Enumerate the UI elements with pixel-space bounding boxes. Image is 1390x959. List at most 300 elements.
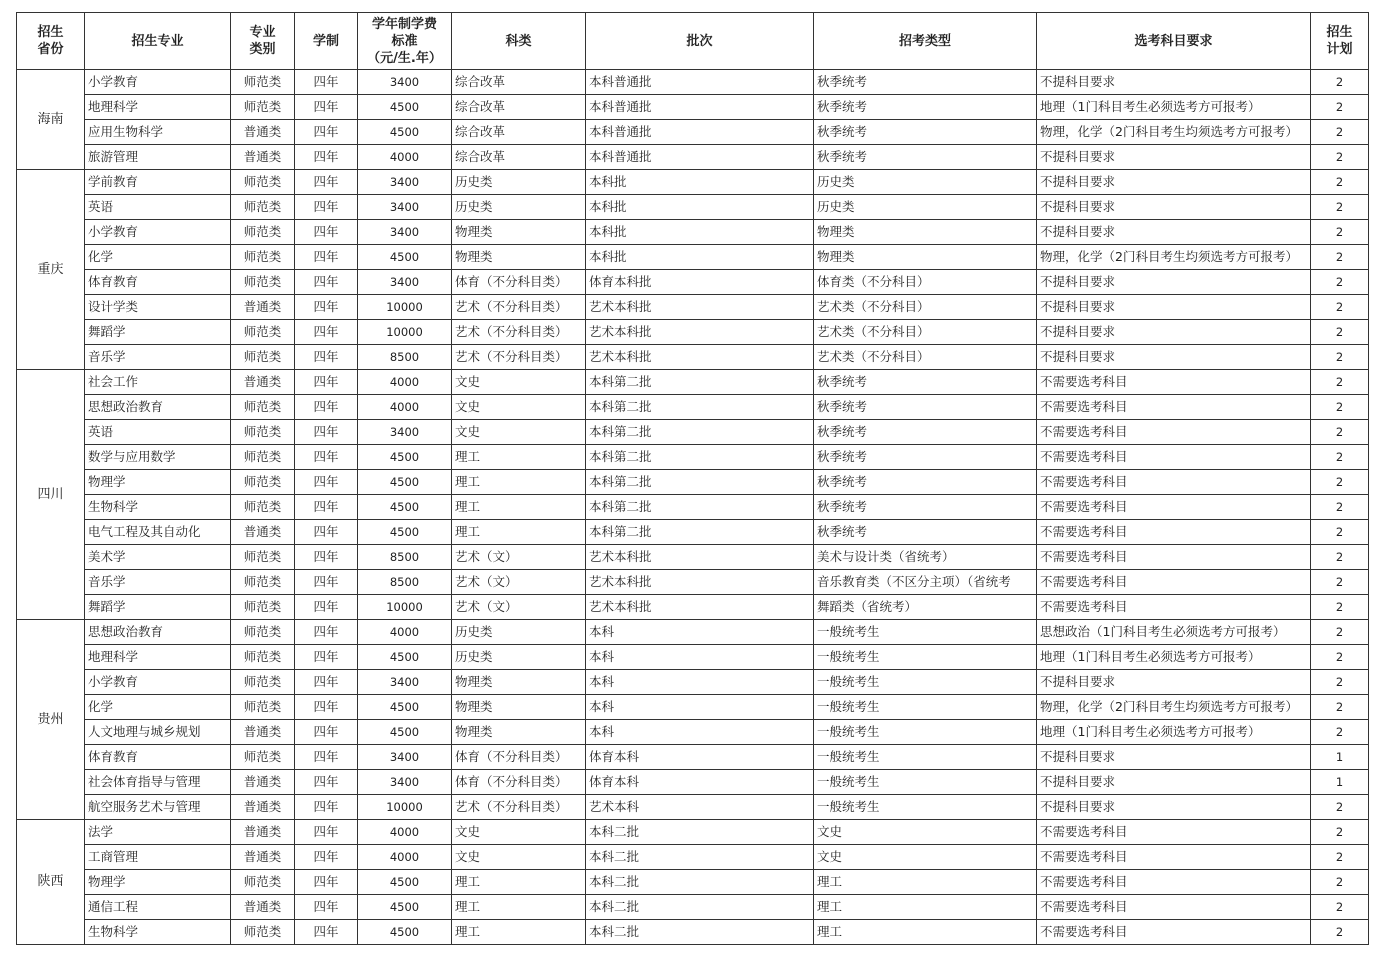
major-category-cell: 师范类	[231, 920, 295, 945]
exam-type-cell: 秋季统考	[814, 420, 1037, 445]
major-cell: 数学与应用数学	[85, 445, 231, 470]
exam-type-cell: 一般统考生	[814, 695, 1037, 720]
major-cell: 舞蹈学	[85, 320, 231, 345]
batch-cell: 本科	[586, 620, 814, 645]
table-row	[17, 370, 1369, 395]
quota-cell: 2	[1311, 520, 1369, 545]
subject-type-cell: 物理类	[452, 220, 586, 245]
province-cell: 陕西	[17, 820, 85, 945]
subject-requirement-cell: 不需要选考科目	[1037, 520, 1311, 545]
major-cell: 生物科学	[85, 495, 231, 520]
quota-cell: 2	[1311, 70, 1369, 95]
tuition-cell: 4500	[358, 245, 452, 270]
quota-cell: 2	[1311, 170, 1369, 195]
major-cell: 应用生物科学	[85, 120, 231, 145]
province-cell: 贵州	[17, 620, 85, 820]
exam-type-cell: 物理类	[814, 245, 1037, 270]
major-cell: 航空服务艺术与管理	[85, 795, 231, 820]
subject-requirement-cell: 不需要选考科目	[1037, 545, 1311, 570]
major-category-cell: 普通类	[231, 520, 295, 545]
subject-requirement-cell: 不需要选考科目	[1037, 395, 1311, 420]
quota-cell: 2	[1311, 645, 1369, 670]
tuition-cell: 4500	[358, 520, 452, 545]
tuition-cell: 4000	[358, 370, 452, 395]
tuition-cell: 10000	[358, 595, 452, 620]
duration-cell: 四年	[295, 620, 358, 645]
exam-type-cell: 舞蹈类（省统考）	[814, 595, 1037, 620]
tuition-cell: 8500	[358, 345, 452, 370]
subject-requirement-cell: 物理，化学（2门科目考生均须选考方可报考）	[1037, 120, 1311, 145]
exam-type-cell: 秋季统考	[814, 370, 1037, 395]
duration-cell: 四年	[295, 70, 358, 95]
table-row	[17, 170, 1369, 195]
major-category-cell: 师范类	[231, 870, 295, 895]
batch-cell: 本科批	[586, 220, 814, 245]
table-row	[17, 770, 1369, 795]
major-cell: 物理学	[85, 870, 231, 895]
exam-type-cell: 秋季统考	[814, 520, 1037, 545]
tuition-cell: 4000	[358, 845, 452, 870]
subject-requirement-cell: 不提科目要求	[1037, 145, 1311, 170]
tuition-cell: 3400	[358, 270, 452, 295]
exam-type-cell: 秋季统考	[814, 445, 1037, 470]
batch-cell: 艺术本科批	[586, 545, 814, 570]
table-row	[17, 70, 1369, 95]
admission-plan-table	[16, 12, 1369, 945]
subject-type-cell: 综合改革	[452, 145, 586, 170]
tuition-cell: 4500	[358, 95, 452, 120]
table-row	[17, 95, 1369, 120]
duration-cell: 四年	[295, 295, 358, 320]
batch-cell: 体育本科批	[586, 270, 814, 295]
subject-type-cell: 文史	[452, 370, 586, 395]
batch-cell: 本科二批	[586, 895, 814, 920]
major-cell: 旅游管理	[85, 145, 231, 170]
subject-type-cell: 艺术（文）	[452, 545, 586, 570]
duration-cell: 四年	[295, 795, 358, 820]
subject-requirement-cell: 不提科目要求	[1037, 770, 1311, 795]
duration-cell: 四年	[295, 570, 358, 595]
major-cell: 通信工程	[85, 895, 231, 920]
subject-type-cell: 综合改革	[452, 95, 586, 120]
exam-type-cell: 秋季统考	[814, 495, 1037, 520]
subject-type-cell: 文史	[452, 845, 586, 870]
tuition-cell: 4000	[358, 145, 452, 170]
major-category-cell: 普通类	[231, 770, 295, 795]
major-category-cell: 普通类	[231, 795, 295, 820]
major-category-cell: 普通类	[231, 295, 295, 320]
tuition-cell: 3400	[358, 670, 452, 695]
major-cell: 小学教育	[85, 70, 231, 95]
subject-type-cell: 艺术（不分科目类）	[452, 320, 586, 345]
quota-cell: 2	[1311, 620, 1369, 645]
header-major-category: 专业 类别	[231, 13, 295, 70]
batch-cell: 本科批	[586, 245, 814, 270]
major-cell: 化学	[85, 695, 231, 720]
subject-type-cell: 历史类	[452, 620, 586, 645]
table-row	[17, 420, 1369, 445]
exam-type-cell: 艺术类（不分科目）	[814, 295, 1037, 320]
tuition-cell: 3400	[358, 770, 452, 795]
subject-type-cell: 理工	[452, 445, 586, 470]
header-row	[17, 13, 1369, 70]
duration-cell: 四年	[295, 145, 358, 170]
duration-cell: 四年	[295, 195, 358, 220]
subject-requirement-cell: 不需要选考科目	[1037, 445, 1311, 470]
duration-cell: 四年	[295, 895, 358, 920]
tuition-cell: 4500	[358, 470, 452, 495]
batch-cell: 本科	[586, 645, 814, 670]
exam-type-cell: 物理类	[814, 220, 1037, 245]
subject-type-cell: 物理类	[452, 695, 586, 720]
major-category-cell: 师范类	[231, 270, 295, 295]
subject-type-cell: 理工	[452, 895, 586, 920]
subject-type-cell: 理工	[452, 870, 586, 895]
subject-requirement-cell: 地理（1门科目考生必须选考方可报考）	[1037, 645, 1311, 670]
tuition-cell: 10000	[358, 295, 452, 320]
exam-type-cell: 理工	[814, 895, 1037, 920]
major-category-cell: 师范类	[231, 445, 295, 470]
subject-requirement-cell: 不提科目要求	[1037, 745, 1311, 770]
exam-type-cell: 音乐教育类（不区分主项）（省统考	[814, 570, 1037, 595]
major-cell: 法学	[85, 820, 231, 845]
quota-cell: 2	[1311, 345, 1369, 370]
header-exam-type: 招考类型	[814, 13, 1037, 70]
province-cell: 重庆	[17, 170, 85, 370]
major-category-cell: 普通类	[231, 120, 295, 145]
table-row	[17, 145, 1369, 170]
duration-cell: 四年	[295, 920, 358, 945]
batch-cell: 本科普通批	[586, 95, 814, 120]
table-row	[17, 795, 1369, 820]
table-row	[17, 495, 1369, 520]
subject-requirement-cell: 物理，化学（2门科目考生均须选考方可报考）	[1037, 245, 1311, 270]
exam-type-cell: 文史	[814, 820, 1037, 845]
table-row	[17, 570, 1369, 595]
batch-cell: 本科批	[586, 170, 814, 195]
header-province: 招生 省份	[17, 13, 85, 70]
subject-requirement-cell: 不需要选考科目	[1037, 595, 1311, 620]
subject-type-cell: 体育（不分科目类）	[452, 745, 586, 770]
table-row	[17, 520, 1369, 545]
quota-cell: 2	[1311, 95, 1369, 120]
batch-cell: 本科二批	[586, 845, 814, 870]
major-category-cell: 普通类	[231, 895, 295, 920]
batch-cell: 本科批	[586, 195, 814, 220]
subject-requirement-cell: 不需要选考科目	[1037, 895, 1311, 920]
quota-cell: 2	[1311, 570, 1369, 595]
quota-cell: 2	[1311, 420, 1369, 445]
subject-requirement-cell: 地理（1门科目考生必须选考方可报考）	[1037, 95, 1311, 120]
quota-cell: 2	[1311, 870, 1369, 895]
major-cell: 美术学	[85, 545, 231, 570]
header-tuition: 学年制学费 标准 （元/生.年）	[358, 13, 452, 70]
tuition-cell: 8500	[358, 570, 452, 595]
quota-cell: 2	[1311, 820, 1369, 845]
quota-cell: 2	[1311, 295, 1369, 320]
duration-cell: 四年	[295, 545, 358, 570]
major-category-cell: 师范类	[231, 495, 295, 520]
table-row	[17, 445, 1369, 470]
exam-type-cell: 艺术类（不分科目）	[814, 320, 1037, 345]
table-row	[17, 895, 1369, 920]
subject-requirement-cell: 不需要选考科目	[1037, 845, 1311, 870]
tuition-cell: 4500	[358, 720, 452, 745]
quota-cell: 2	[1311, 320, 1369, 345]
table-row	[17, 320, 1369, 345]
major-category-cell: 普通类	[231, 370, 295, 395]
quota-cell: 2	[1311, 845, 1369, 870]
subject-type-cell: 艺术（不分科目类）	[452, 295, 586, 320]
major-category-cell: 师范类	[231, 695, 295, 720]
major-cell: 社会体育指导与管理	[85, 770, 231, 795]
quota-cell: 2	[1311, 370, 1369, 395]
header-batch: 批次	[586, 13, 814, 70]
major-cell: 小学教育	[85, 220, 231, 245]
batch-cell: 体育本科	[586, 770, 814, 795]
exam-type-cell: 秋季统考	[814, 120, 1037, 145]
tuition-cell: 4500	[358, 120, 452, 145]
subject-requirement-cell: 不需要选考科目	[1037, 470, 1311, 495]
quota-cell: 2	[1311, 495, 1369, 520]
subject-requirement-cell: 物理，化学（2门科目考生均须选考方可报考）	[1037, 695, 1311, 720]
exam-type-cell: 理工	[814, 870, 1037, 895]
exam-type-cell: 美术与设计类（省统考）	[814, 545, 1037, 570]
subject-type-cell: 理工	[452, 495, 586, 520]
subject-type-cell: 体育（不分科目类）	[452, 770, 586, 795]
subject-type-cell: 艺术（文）	[452, 570, 586, 595]
duration-cell: 四年	[295, 220, 358, 245]
batch-cell: 艺术本科批	[586, 345, 814, 370]
exam-type-cell: 一般统考生	[814, 720, 1037, 745]
quota-cell: 2	[1311, 195, 1369, 220]
major-category-cell: 师范类	[231, 170, 295, 195]
tuition-cell: 4000	[358, 395, 452, 420]
subject-type-cell: 历史类	[452, 645, 586, 670]
subject-requirement-cell: 不需要选考科目	[1037, 495, 1311, 520]
subject-type-cell: 艺术（文）	[452, 595, 586, 620]
duration-cell: 四年	[295, 770, 358, 795]
major-category-cell: 师范类	[231, 220, 295, 245]
tuition-cell: 10000	[358, 795, 452, 820]
subject-requirement-cell: 不需要选考科目	[1037, 820, 1311, 845]
duration-cell: 四年	[295, 470, 358, 495]
header-quota: 招生 计划	[1311, 13, 1369, 70]
major-cell: 小学教育	[85, 670, 231, 695]
exam-type-cell: 艺术类（不分科目）	[814, 345, 1037, 370]
province-cell: 四川	[17, 370, 85, 620]
duration-cell: 四年	[295, 95, 358, 120]
table-row	[17, 545, 1369, 570]
exam-type-cell: 一般统考生	[814, 620, 1037, 645]
batch-cell: 艺术本科批	[586, 595, 814, 620]
duration-cell: 四年	[295, 420, 358, 445]
duration-cell: 四年	[295, 245, 358, 270]
subject-requirement-cell: 不提科目要求	[1037, 170, 1311, 195]
exam-type-cell: 一般统考生	[814, 770, 1037, 795]
major-category-cell: 师范类	[231, 420, 295, 445]
duration-cell: 四年	[295, 695, 358, 720]
table-row	[17, 245, 1369, 270]
exam-type-cell: 文史	[814, 845, 1037, 870]
subject-requirement-cell: 不提科目要求	[1037, 195, 1311, 220]
major-cell: 音乐学	[85, 570, 231, 595]
subject-type-cell: 物理类	[452, 245, 586, 270]
duration-cell: 四年	[295, 320, 358, 345]
subject-type-cell: 艺术（不分科目类）	[452, 795, 586, 820]
quota-cell: 1	[1311, 770, 1369, 795]
tuition-cell: 4500	[358, 870, 452, 895]
batch-cell: 本科第二批	[586, 420, 814, 445]
batch-cell: 体育本科	[586, 745, 814, 770]
table-row	[17, 695, 1369, 720]
major-category-cell: 师范类	[231, 70, 295, 95]
major-category-cell: 普通类	[231, 820, 295, 845]
major-cell: 电气工程及其自动化	[85, 520, 231, 545]
batch-cell: 本科第二批	[586, 495, 814, 520]
duration-cell: 四年	[295, 595, 358, 620]
duration-cell: 四年	[295, 345, 358, 370]
table-row	[17, 720, 1369, 745]
batch-cell: 本科普通批	[586, 120, 814, 145]
header-major: 招生专业	[85, 13, 231, 70]
batch-cell: 本科第二批	[586, 395, 814, 420]
quota-cell: 2	[1311, 720, 1369, 745]
major-category-cell: 师范类	[231, 195, 295, 220]
duration-cell: 四年	[295, 670, 358, 695]
header-subject-type: 科类	[452, 13, 586, 70]
duration-cell: 四年	[295, 445, 358, 470]
quota-cell: 2	[1311, 545, 1369, 570]
duration-cell: 四年	[295, 495, 358, 520]
exam-type-cell: 理工	[814, 920, 1037, 945]
major-cell: 体育教育	[85, 745, 231, 770]
batch-cell: 艺术本科批	[586, 320, 814, 345]
batch-cell: 艺术本科批	[586, 570, 814, 595]
subject-type-cell: 文史	[452, 395, 586, 420]
table-row	[17, 920, 1369, 945]
quota-cell: 2	[1311, 695, 1369, 720]
batch-cell: 本科第二批	[586, 370, 814, 395]
duration-cell: 四年	[295, 645, 358, 670]
table-row	[17, 120, 1369, 145]
quota-cell: 2	[1311, 895, 1369, 920]
table-row	[17, 295, 1369, 320]
exam-type-cell: 一般统考生	[814, 645, 1037, 670]
exam-type-cell: 历史类	[814, 195, 1037, 220]
table-row	[17, 820, 1369, 845]
duration-cell: 四年	[295, 870, 358, 895]
subject-requirement-cell: 不提科目要求	[1037, 320, 1311, 345]
tuition-cell: 3400	[358, 745, 452, 770]
table-row	[17, 670, 1369, 695]
subject-type-cell: 理工	[452, 520, 586, 545]
subject-requirement-cell: 思想政治（1门科目考生必须选考方可报考）	[1037, 620, 1311, 645]
batch-cell: 本科第二批	[586, 445, 814, 470]
major-cell: 舞蹈学	[85, 595, 231, 620]
quota-cell: 2	[1311, 595, 1369, 620]
major-category-cell: 普通类	[231, 720, 295, 745]
duration-cell: 四年	[295, 720, 358, 745]
quota-cell: 1	[1311, 745, 1369, 770]
batch-cell: 本科二批	[586, 920, 814, 945]
header-subject-requirement: 选考科目要求	[1037, 13, 1311, 70]
major-cell: 生物科学	[85, 920, 231, 945]
table-body	[17, 70, 1369, 945]
duration-cell: 四年	[295, 820, 358, 845]
duration-cell: 四年	[295, 520, 358, 545]
tuition-cell: 3400	[358, 220, 452, 245]
subject-type-cell: 理工	[452, 920, 586, 945]
subject-type-cell: 体育（不分科目类）	[452, 270, 586, 295]
tuition-cell: 4500	[358, 495, 452, 520]
table-row	[17, 595, 1369, 620]
header-duration: 学制	[295, 13, 358, 70]
subject-requirement-cell: 不需要选考科目	[1037, 420, 1311, 445]
major-category-cell: 师范类	[231, 570, 295, 595]
major-category-cell: 师范类	[231, 470, 295, 495]
exam-type-cell: 秋季统考	[814, 470, 1037, 495]
subject-requirement-cell: 不提科目要求	[1037, 270, 1311, 295]
table-row	[17, 220, 1369, 245]
tuition-cell: 4500	[358, 695, 452, 720]
tuition-cell: 8500	[358, 545, 452, 570]
subject-type-cell: 物理类	[452, 670, 586, 695]
duration-cell: 四年	[295, 845, 358, 870]
exam-type-cell: 秋季统考	[814, 95, 1037, 120]
major-cell: 工商管理	[85, 845, 231, 870]
batch-cell: 本科普通批	[586, 145, 814, 170]
quota-cell: 2	[1311, 395, 1369, 420]
tuition-cell: 3400	[358, 420, 452, 445]
duration-cell: 四年	[295, 120, 358, 145]
major-category-cell: 普通类	[231, 845, 295, 870]
subject-requirement-cell: 不提科目要求	[1037, 295, 1311, 320]
subject-type-cell: 文史	[452, 420, 586, 445]
exam-type-cell: 秋季统考	[814, 70, 1037, 95]
subject-requirement-cell: 不需要选考科目	[1037, 370, 1311, 395]
quota-cell: 2	[1311, 470, 1369, 495]
duration-cell: 四年	[295, 370, 358, 395]
batch-cell: 本科普通批	[586, 70, 814, 95]
major-cell: 地理科学	[85, 95, 231, 120]
table-row	[17, 645, 1369, 670]
tuition-cell: 3400	[358, 70, 452, 95]
major-category-cell: 师范类	[231, 245, 295, 270]
major-cell: 英语	[85, 420, 231, 445]
exam-type-cell: 一般统考生	[814, 795, 1037, 820]
quota-cell: 2	[1311, 270, 1369, 295]
batch-cell: 艺术本科批	[586, 295, 814, 320]
quota-cell: 2	[1311, 445, 1369, 470]
table-row	[17, 345, 1369, 370]
tuition-cell: 4500	[358, 920, 452, 945]
batch-cell: 本科	[586, 695, 814, 720]
quota-cell: 2	[1311, 670, 1369, 695]
batch-cell: 本科二批	[586, 820, 814, 845]
batch-cell: 本科	[586, 670, 814, 695]
major-cell: 思想政治教育	[85, 620, 231, 645]
major-category-cell: 师范类	[231, 95, 295, 120]
quota-cell: 2	[1311, 220, 1369, 245]
quota-cell: 2	[1311, 795, 1369, 820]
batch-cell: 本科第二批	[586, 470, 814, 495]
batch-cell: 本科	[586, 720, 814, 745]
major-cell: 化学	[85, 245, 231, 270]
exam-type-cell: 历史类	[814, 170, 1037, 195]
tuition-cell: 10000	[358, 320, 452, 345]
quota-cell: 2	[1311, 245, 1369, 270]
